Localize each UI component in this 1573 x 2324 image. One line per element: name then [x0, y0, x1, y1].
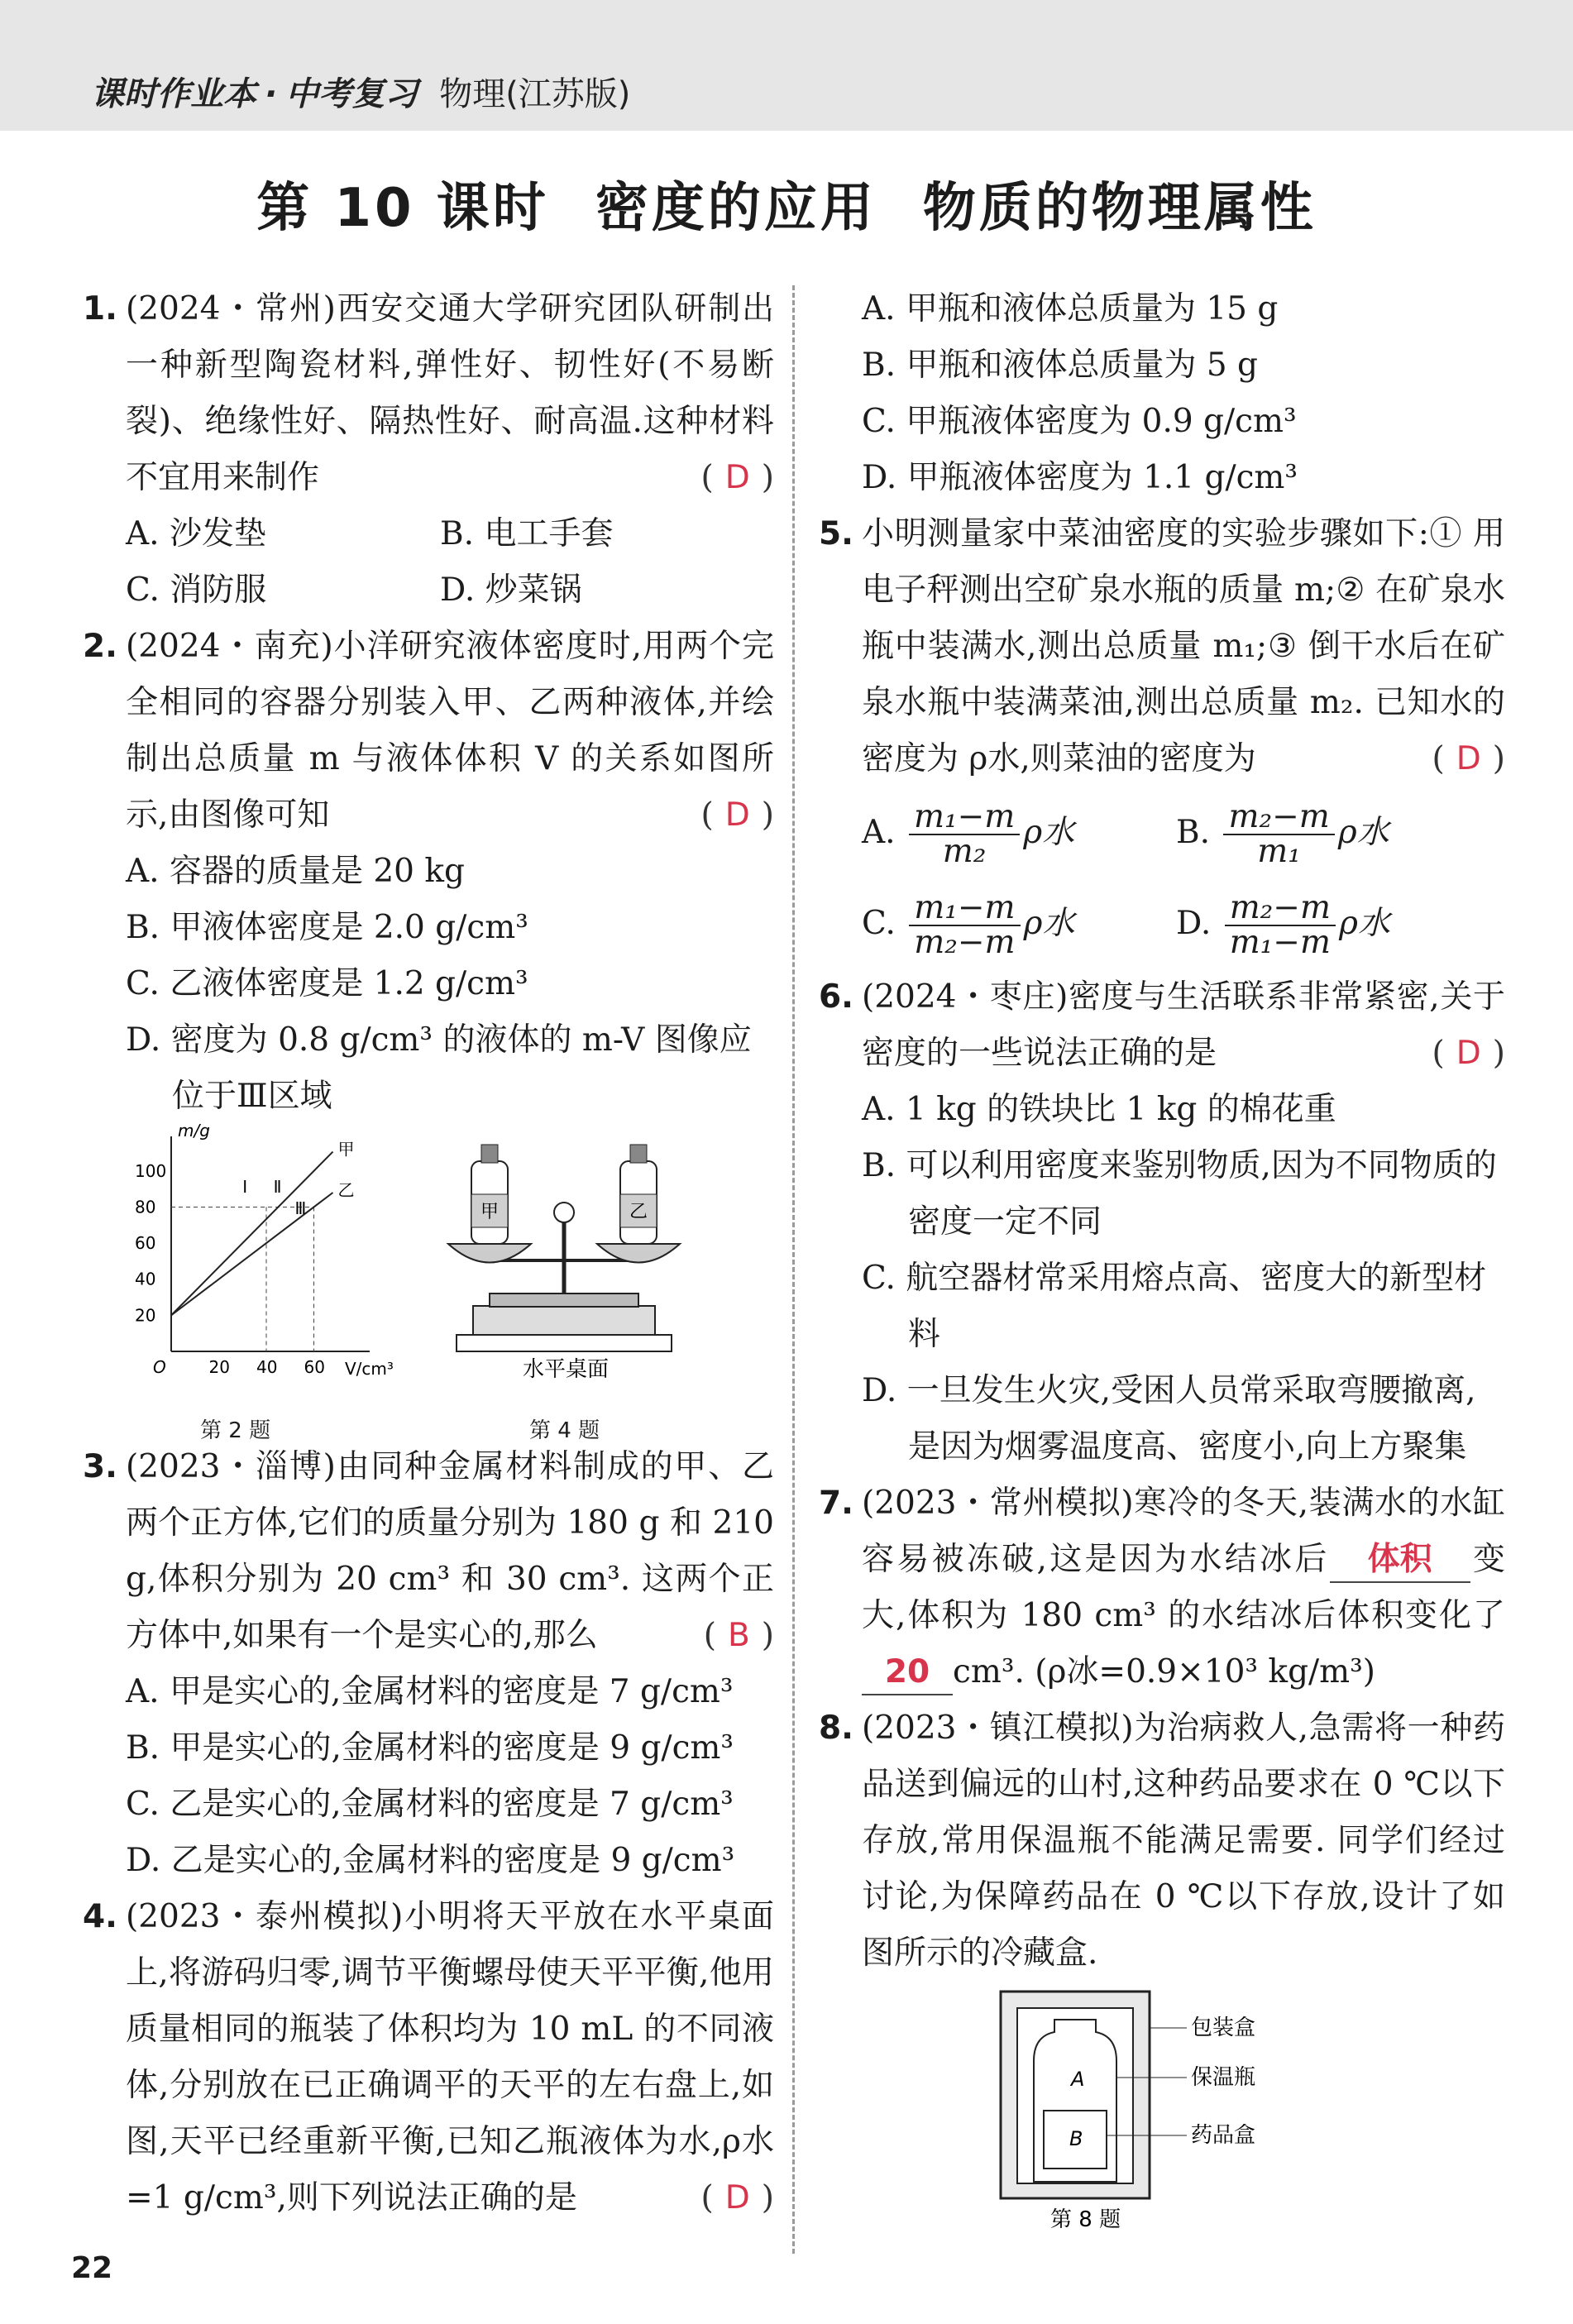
question-2: 2. (2024・南充)小洋研究液体密度时,用两个完全相同的容器分别装入甲、乙两种液体,并绘制出总质量 m 与液体体积 V 的关系如图所示,由图像可知 ( D ): [83, 619, 774, 844]
header-banner: [0, 0, 1573, 131]
x-tick-label: 60: [304, 1357, 325, 1377]
fig2-caption: 第 2 题: [200, 1418, 271, 1443]
label-flask: 保温瓶: [1191, 2065, 1256, 2090]
x-tick-label: 40: [256, 1357, 278, 1377]
x-axis-label: V/cm³: [345, 1359, 394, 1379]
question-6: 6. (2024・枣庄)密度与生活联系非常紧密,关于密度的一些说法正确的是 ( D ): [819, 969, 1505, 1082]
column-divider: [792, 285, 795, 2254]
blank-1[interactable]: 体积: [1330, 1538, 1470, 1583]
page-number: 22: [71, 2251, 113, 2285]
answer-slot: ( D ): [1432, 1035, 1505, 1072]
subject-label: 物理(江苏版): [439, 75, 631, 113]
series-line-1: [171, 1152, 333, 1316]
cooler-figure-wrap: [819, 1987, 1505, 2235]
answer-slot: ( D ): [700, 459, 774, 496]
lesson-title: 第 10 课时 密度的应用 物质的物理属性: [256, 178, 1317, 239]
balance-figure: [440, 1128, 705, 1382]
q1-options: A. 沙发垫 B. 电工手套: [126, 515, 614, 552]
cooler-figure: [992, 1987, 1340, 2235]
series-line-2: [171, 1193, 333, 1315]
right-column: [819, 281, 1505, 2235]
question-8: 8. (2023・镇江模拟)为治病救人,急需将一种药品送到偏远的山村,这种药品要求在 0 ℃以下存放,常用保温瓶不能满足需要. 同学们经过讨论,为保障药品在 0 ℃以下存放,设计了如图所示的冷藏盒.: [819, 1710, 1505, 1972]
bottle-yi-label: 乙: [629, 1202, 648, 1222]
bottle-jia-label: 甲: [481, 1202, 500, 1222]
fig8-caption: 第 8 题: [1050, 2207, 1121, 2232]
y-tick-label: 40: [135, 1269, 156, 1289]
series-label: 甲: [337, 1139, 355, 1160]
label-box: 包装盒: [1191, 2016, 1256, 2040]
table-label: 水平桌面: [523, 1357, 610, 1382]
question-1: 1. (2024・常州)西安交通大学研究团队研制出一种新型陶瓷材料,弹性好、韧性好(不易断裂)、绝缘性好、隔热性好、耐高温.这种材料不宜用来制作 ( D ): [83, 281, 774, 506]
letter-a: A: [1071, 2068, 1085, 2091]
question-5: 5. 小明测量家中菜油密度的实验步骤如下:① 用电子秤测出空矿泉水瓶的质量 m;② 在矿泉水瓶中装满水,测出总质量 m₁;③ 倒干水后在矿泉水瓶中装满菜油,测出总质量 m₂. 已知水的密度为 ρ水,则菜油的密度为 ( D ): [819, 506, 1505, 787]
region-label: Ⅰ: [242, 1177, 248, 1197]
question-7: 7. (2023・常州模拟)寒冷的冬天,装满水的水缸容易被冻破,这是因为水结冰后 体积 变大,体积为 180 cm³ 的水结冰后体积变化了 20 cm³. (ρ冰=0.9×10³ kg/m³): [819, 1475, 1505, 1700]
mv-chart: [126, 1121, 394, 1401]
y-tick-label: 20: [135, 1305, 156, 1326]
answer-slot: ( B ): [703, 1617, 774, 1654]
origin-label: O: [153, 1357, 166, 1377]
q4-options: A. 甲瓶和液体总质量为 15 g B. 甲瓶和液体总质量为 5 g C. 甲瓶液体密度为 0.9 g/cm³ D. 甲瓶液体密度为 1.1 g/cm³: [862, 290, 1298, 496]
fig4-caption: 第 4 题: [529, 1418, 600, 1443]
y-tick-label: 100: [135, 1160, 167, 1181]
region-label: Ⅱ: [273, 1177, 282, 1197]
q5-options-ab: A. $\frac{\text{m₁−m}}{\text{m₂}}$ ρ水 B. $\frac{\text{m₂−m}}{\text{m₁}}$ ρ水: [862, 798, 1389, 870]
y-tick-label: 60: [135, 1233, 156, 1254]
q1-options: C. 消防服 D. 炒菜锅: [126, 571, 582, 609]
answer-slot: ( D ): [700, 2179, 774, 2216]
q2-options: A. 容器的质量是 20 kg B. 甲液体密度是 2.0 g/cm³ C. 乙液体密度是 1.2 g/cm³ D. 密度为 0.8 g/cm³ 的液体的 m-V 图像应位于Ⅲ区域: [126, 853, 752, 1115]
y-tick-label: 80: [135, 1197, 156, 1217]
letter-b: B: [1069, 2127, 1083, 2150]
y-axis-label: m/g: [178, 1121, 210, 1140]
figures-row: [126, 1121, 774, 1443]
answer-slot: ( D ): [1432, 740, 1505, 777]
question-4: 4. (2023・泰州模拟)小明将天平放在水平桌面上,将游码归零,调节平衡螺母使天平平衡,他用质量相同的瓶装了体积均为 10 mL 的不同液体,分别放在已正确调平的天平的左右盘上,如图,天平已经重新平衡,已知乙瓶液体为水,ρ水=1 g/cm³,则下列说法正确的是 ( D ): [83, 1889, 774, 2226]
q5-options-cd: C. $\frac{\text{m₁−m}}{\text{m₂−m}}$ ρ水 D. $\frac{\text{m₂−m}}{\text{m₁−m}}$ ρ水: [862, 889, 1390, 961]
label-med: 药品盒: [1191, 2123, 1256, 2148]
x-tick-label: 20: [208, 1357, 230, 1377]
left-column: [83, 281, 774, 2226]
blank-2[interactable]: 20: [862, 1651, 953, 1695]
region-label: Ⅲ: [294, 1198, 307, 1219]
q6-options: A. 1 kg 的铁块比 1 kg 的棉花重 B. 可以利用密度来鉴别物质,因为不同物质的密度一定不同 C. 航空器材常采用熔点高、密度大的新型材料 D. 一旦发生火灾,受困人员常采取弯腰撤离,是因为烟雾温度高、密度小,向上方聚集: [862, 1091, 1497, 1466]
question-3: 3. (2023・淄博)由同种金属材料制成的甲、乙两个正方体,它们的质量分别为 180 g 和 210 g,体积分别为 20 cm³ 和 30 cm³. 这两个正方体中,如果有一个是实心的,那么 ( B ): [83, 1439, 774, 1664]
answer-slot: ( D ): [700, 796, 774, 834]
book-brand: 课时作业本 · 中考复习 物理(江苏版): [91, 75, 631, 113]
series-label: 乙: [337, 1180, 355, 1200]
q3-options: A. 甲是实心的,金属材料的密度是 7 g/cm³ B. 甲是实心的,金属材料的密度是 9 g/cm³ C. 乙是实心的,金属材料的密度是 7 g/cm³ D. 乙是实心的,金属材料的密度是 9 g/cm³: [126, 1673, 735, 1879]
